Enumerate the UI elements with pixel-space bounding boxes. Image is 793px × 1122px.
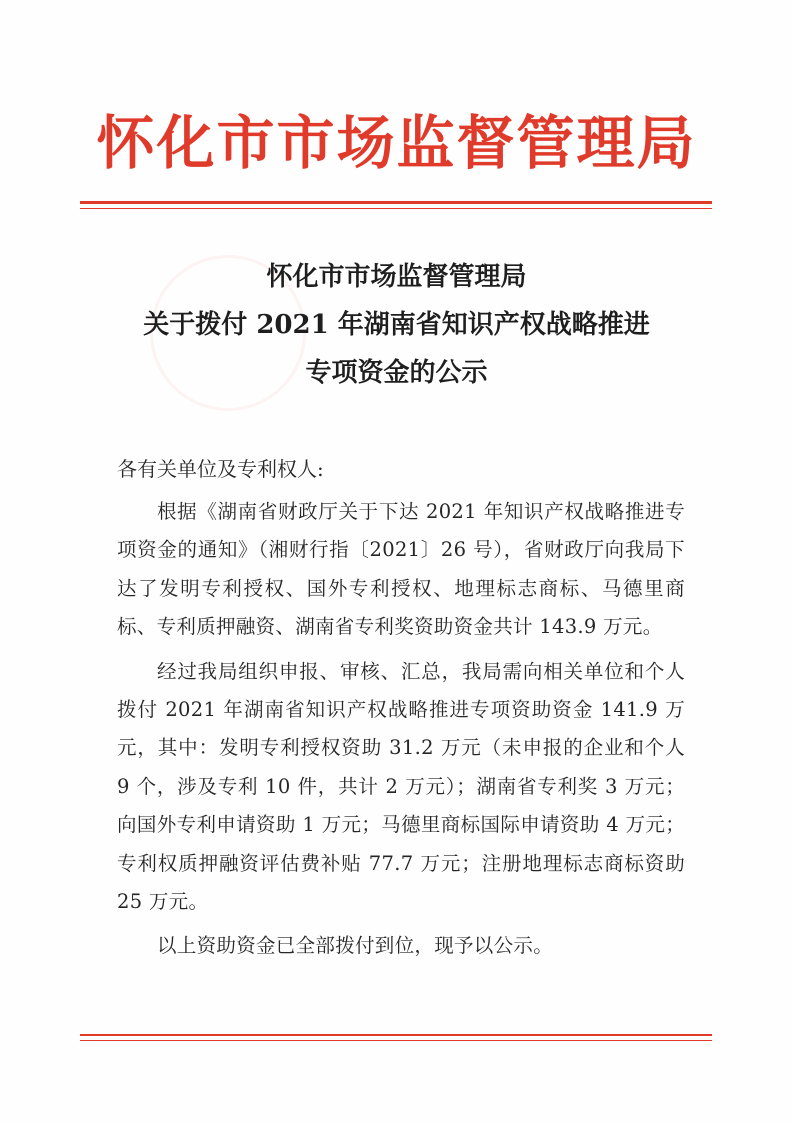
doc-title-line-2: 关于拨付 2021 年湖南省知识产权战略推进 [143,310,650,340]
paragraph-3: 以上资助资金已全部拨付到位，现予以公示。 [157,934,554,958]
letterhead-rule-thin [80,208,712,209]
body-content [117,493,685,966]
paragraph-1: 根据《湖南省财政厅关于下达 2021 年知识产权战略推进专项资金的通知》（湘财行指〔2021〕26 号），省财政厅向我局下达了发明专利授权、国外专利授权、地理标志商标、马德里商标、专利质押融资、湖南省专利奖资助资金共计 143.9 万元。 [117,500,685,639]
letterhead-rule-thick [80,201,712,204]
footer-rule-thin [80,1040,712,1041]
paragraph-2: 经过我局组织申报、审核、汇总，我局需向相关单位和个人拨付 2021 年湖南省知识产权战略推进专项资助资金 141.9 万元，其中：发明专利授权资助 31.2 万元（未申报的企业和个人 9 个，涉及专利 10 件，共计 2 万元）；湖南省专利奖 3 万元；向国外专利申请资助 1 万元；马德里商标国际申请资助 4 万元；专利权质押融资评估费补贴 77.7 万元；注册地理标志商标资助 25 万元。 [117,659,685,914]
footer-rule-thick [80,1034,712,1036]
doc-title-line-1: 怀化市市场监督管理局 [266,262,527,292]
letterhead-org-name: 怀化市市场监督管理局 [96,109,697,177]
doc-title-line-3: 专项资金的公示 [305,358,488,388]
salutation: 各有关单位及专利权人: [117,457,324,481]
